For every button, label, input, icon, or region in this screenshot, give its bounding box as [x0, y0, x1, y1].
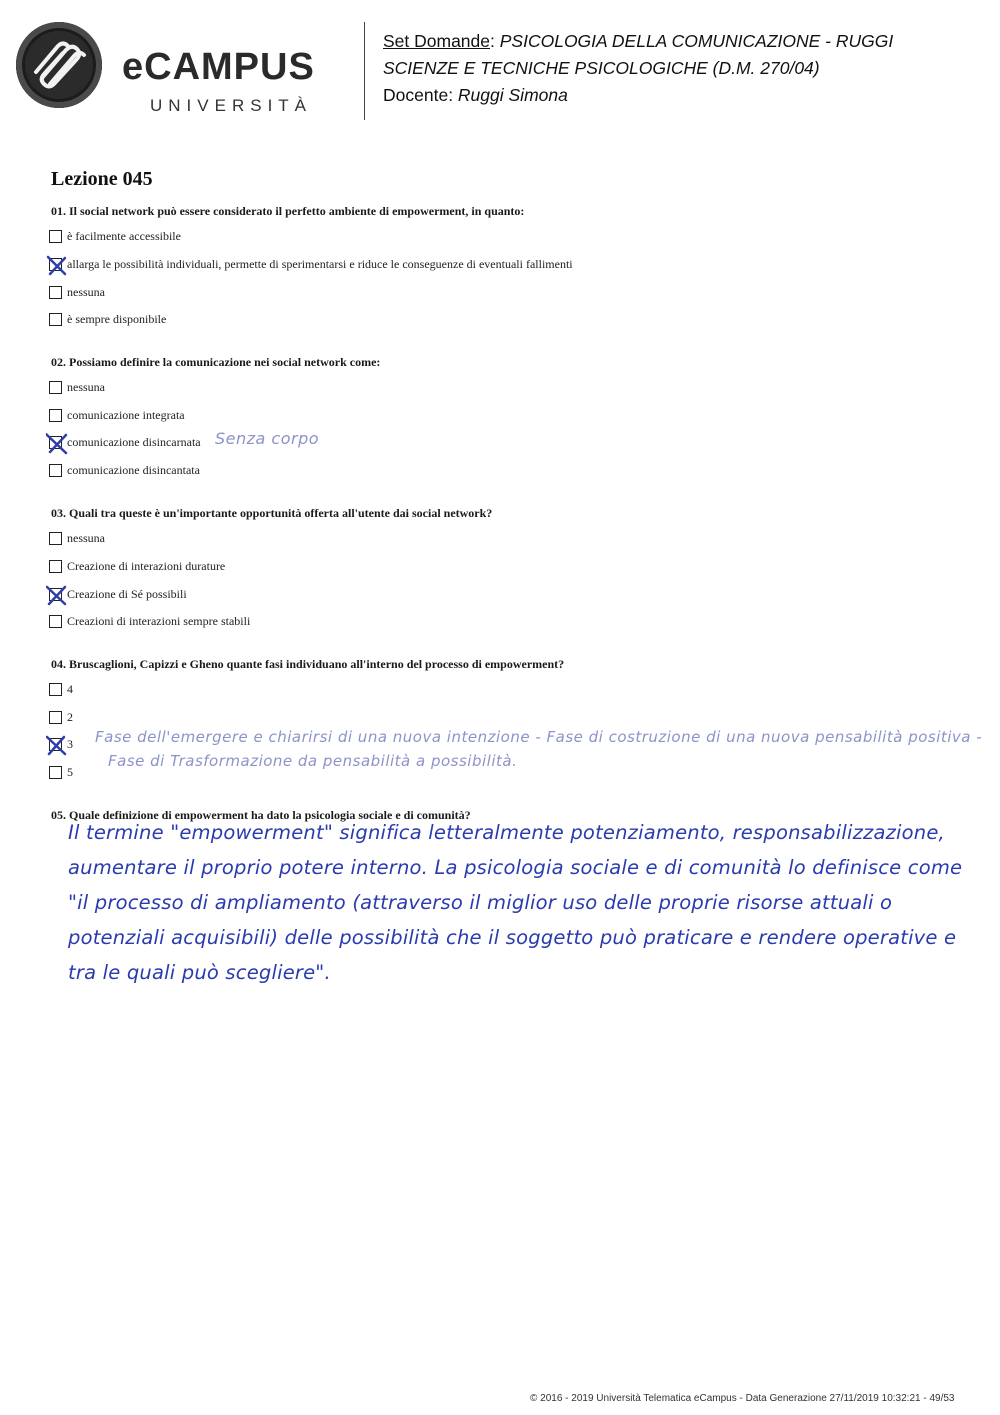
page-header [0, 0, 1000, 140]
course-info [383, 28, 893, 109]
checkbox[interactable] [49, 766, 62, 779]
checkbox[interactable] [49, 409, 62, 422]
degree-program: SCIENZE E TECNICHE PSICOLOGICHE (D.M. 270/04) [383, 58, 820, 78]
option-label: comunicazione disincantata [67, 462, 200, 477]
x-mark-icon [46, 585, 68, 607]
teacher-line: Docente: Ruggi Simona [383, 85, 568, 105]
option-label: comunicazione integrata [67, 407, 185, 422]
course-title: PSICOLOGIA DELLA COMUNICAZIONE - RUGGI [499, 31, 894, 51]
checkbox[interactable] [49, 313, 62, 326]
checkbox[interactable] [49, 615, 62, 628]
q05-handwritten-answer: Il termine "empowerment" significa letteralmente potenziamento, responsabilizzazione, aumentare il proprio potere interno. La psicologia sociale e di comunità lo definisce come "il processo di ampliamento (attraverso il miglior uso delle proprie risorse attuali o potenziali acquisibili) delle possibilità che il soggetto può praticare e rendere operative e tra le quali può scegliere". [68, 821, 963, 984]
question-01: 01. Il social network può essere considerato il perfetto ambiente di empowerment, in quanto: [51, 204, 525, 218]
q01-option-d[interactable] [49, 311, 166, 327]
checkbox[interactable] [49, 464, 62, 477]
option-label: comunicazione disincarnata [67, 434, 201, 449]
header-divider [364, 22, 365, 120]
option-label: nessuna [67, 284, 105, 299]
option-label: è facilmente accessibile [67, 228, 181, 243]
q01-option-a[interactable] [49, 228, 181, 244]
x-mark-icon [46, 433, 70, 455]
question-03: 03. Quali tra queste è un'importante opportunità offerta all'utente dai social network? [51, 506, 493, 520]
q01-option-b[interactable] [49, 256, 573, 272]
option-label: Creazione di interazioni durature [67, 558, 226, 573]
q04-handwritten-note-line2: Fase di Trasformazione da pensabilità a possibilità. [108, 752, 518, 770]
question-04: 04. Bruscaglioni, Capizzi e Gheno quante fasi individuano all'interno del processo di empowerment? [51, 657, 565, 671]
checkbox[interactable] [49, 683, 62, 696]
q04-option-a[interactable] [49, 681, 73, 697]
teacher-label: Docente [383, 85, 449, 105]
q02-option-b[interactable] [49, 407, 185, 423]
checkbox[interactable] [49, 560, 62, 573]
checkbox[interactable] [49, 286, 62, 299]
checkbox-checked[interactable] [49, 436, 62, 449]
q04-option-c[interactable] [49, 736, 73, 752]
q02-option-c[interactable] [49, 434, 201, 450]
course-title-line: Set Domande: PSICOLOGIA DELLA COMUNICAZIONE - RUGGI [383, 31, 894, 51]
checkbox[interactable] [49, 230, 62, 243]
q01-option-c[interactable] [49, 284, 105, 300]
option-label: 2 [67, 709, 73, 724]
option-label: nessuna [67, 379, 105, 394]
checkbox[interactable] [49, 711, 62, 724]
option-label: 3 [67, 736, 73, 751]
page-footer: © 2016 - 2019 Università Telematica eCampus - Data Generazione 27/11/2019 10:32:21 - 49/53 [530, 1393, 955, 1404]
q04-handwritten-note-line1: Fase dell'emergere e chiarirsi di una nuova intenzione - Fase di costruzione di una nuova pensabilità positiva - [95, 728, 983, 746]
option-label: 4 [67, 681, 73, 696]
option-label: Creazioni di interazioni sempre stabili [67, 613, 251, 628]
checkbox-checked[interactable] [49, 588, 62, 601]
option-label: nessuna [67, 530, 105, 545]
q03-option-a[interactable] [49, 530, 105, 546]
brand-subtitle: UNIVERSITÀ [150, 96, 313, 115]
q02-handwritten-note: Senza corpo [215, 429, 320, 448]
question-02: 02. Possiamo definire la comunicazione nei social network come: [51, 355, 381, 369]
teacher-name: Ruggi Simona [457, 85, 568, 105]
option-label: Creazione di Sé possibili [67, 586, 187, 601]
checkbox-checked[interactable] [49, 258, 62, 271]
q02-option-a[interactable] [49, 379, 105, 395]
x-mark-icon [46, 255, 68, 277]
q03-option-c[interactable] [49, 586, 187, 602]
q04-option-d[interactable] [49, 764, 73, 780]
option-label: 5 [67, 764, 73, 779]
ecampus-logo-icon [16, 22, 102, 108]
brand-name: eCAMPUS [122, 46, 315, 88]
set-label: Set Domande [383, 31, 491, 51]
q03-option-b[interactable] [49, 558, 225, 574]
option-label: allarga le possibilità individuali, permette di sperimentarsi e riduce le conseguenze di eventuali fallimenti [67, 256, 573, 271]
q03-option-d[interactable] [49, 613, 250, 629]
checkbox[interactable] [49, 381, 62, 394]
question-05: 05. Quale definizione di empowerment ha dato la psicologia sociale e di comunità? [51, 808, 471, 822]
q02-option-d[interactable] [49, 462, 200, 478]
q04-option-b[interactable] [49, 709, 73, 725]
checkbox-checked[interactable] [49, 738, 62, 751]
option-label: è sempre disponibile [67, 311, 167, 326]
x-mark-icon [46, 735, 68, 757]
lesson-title: Lezione 045 [51, 168, 153, 190]
checkbox[interactable] [49, 532, 62, 545]
